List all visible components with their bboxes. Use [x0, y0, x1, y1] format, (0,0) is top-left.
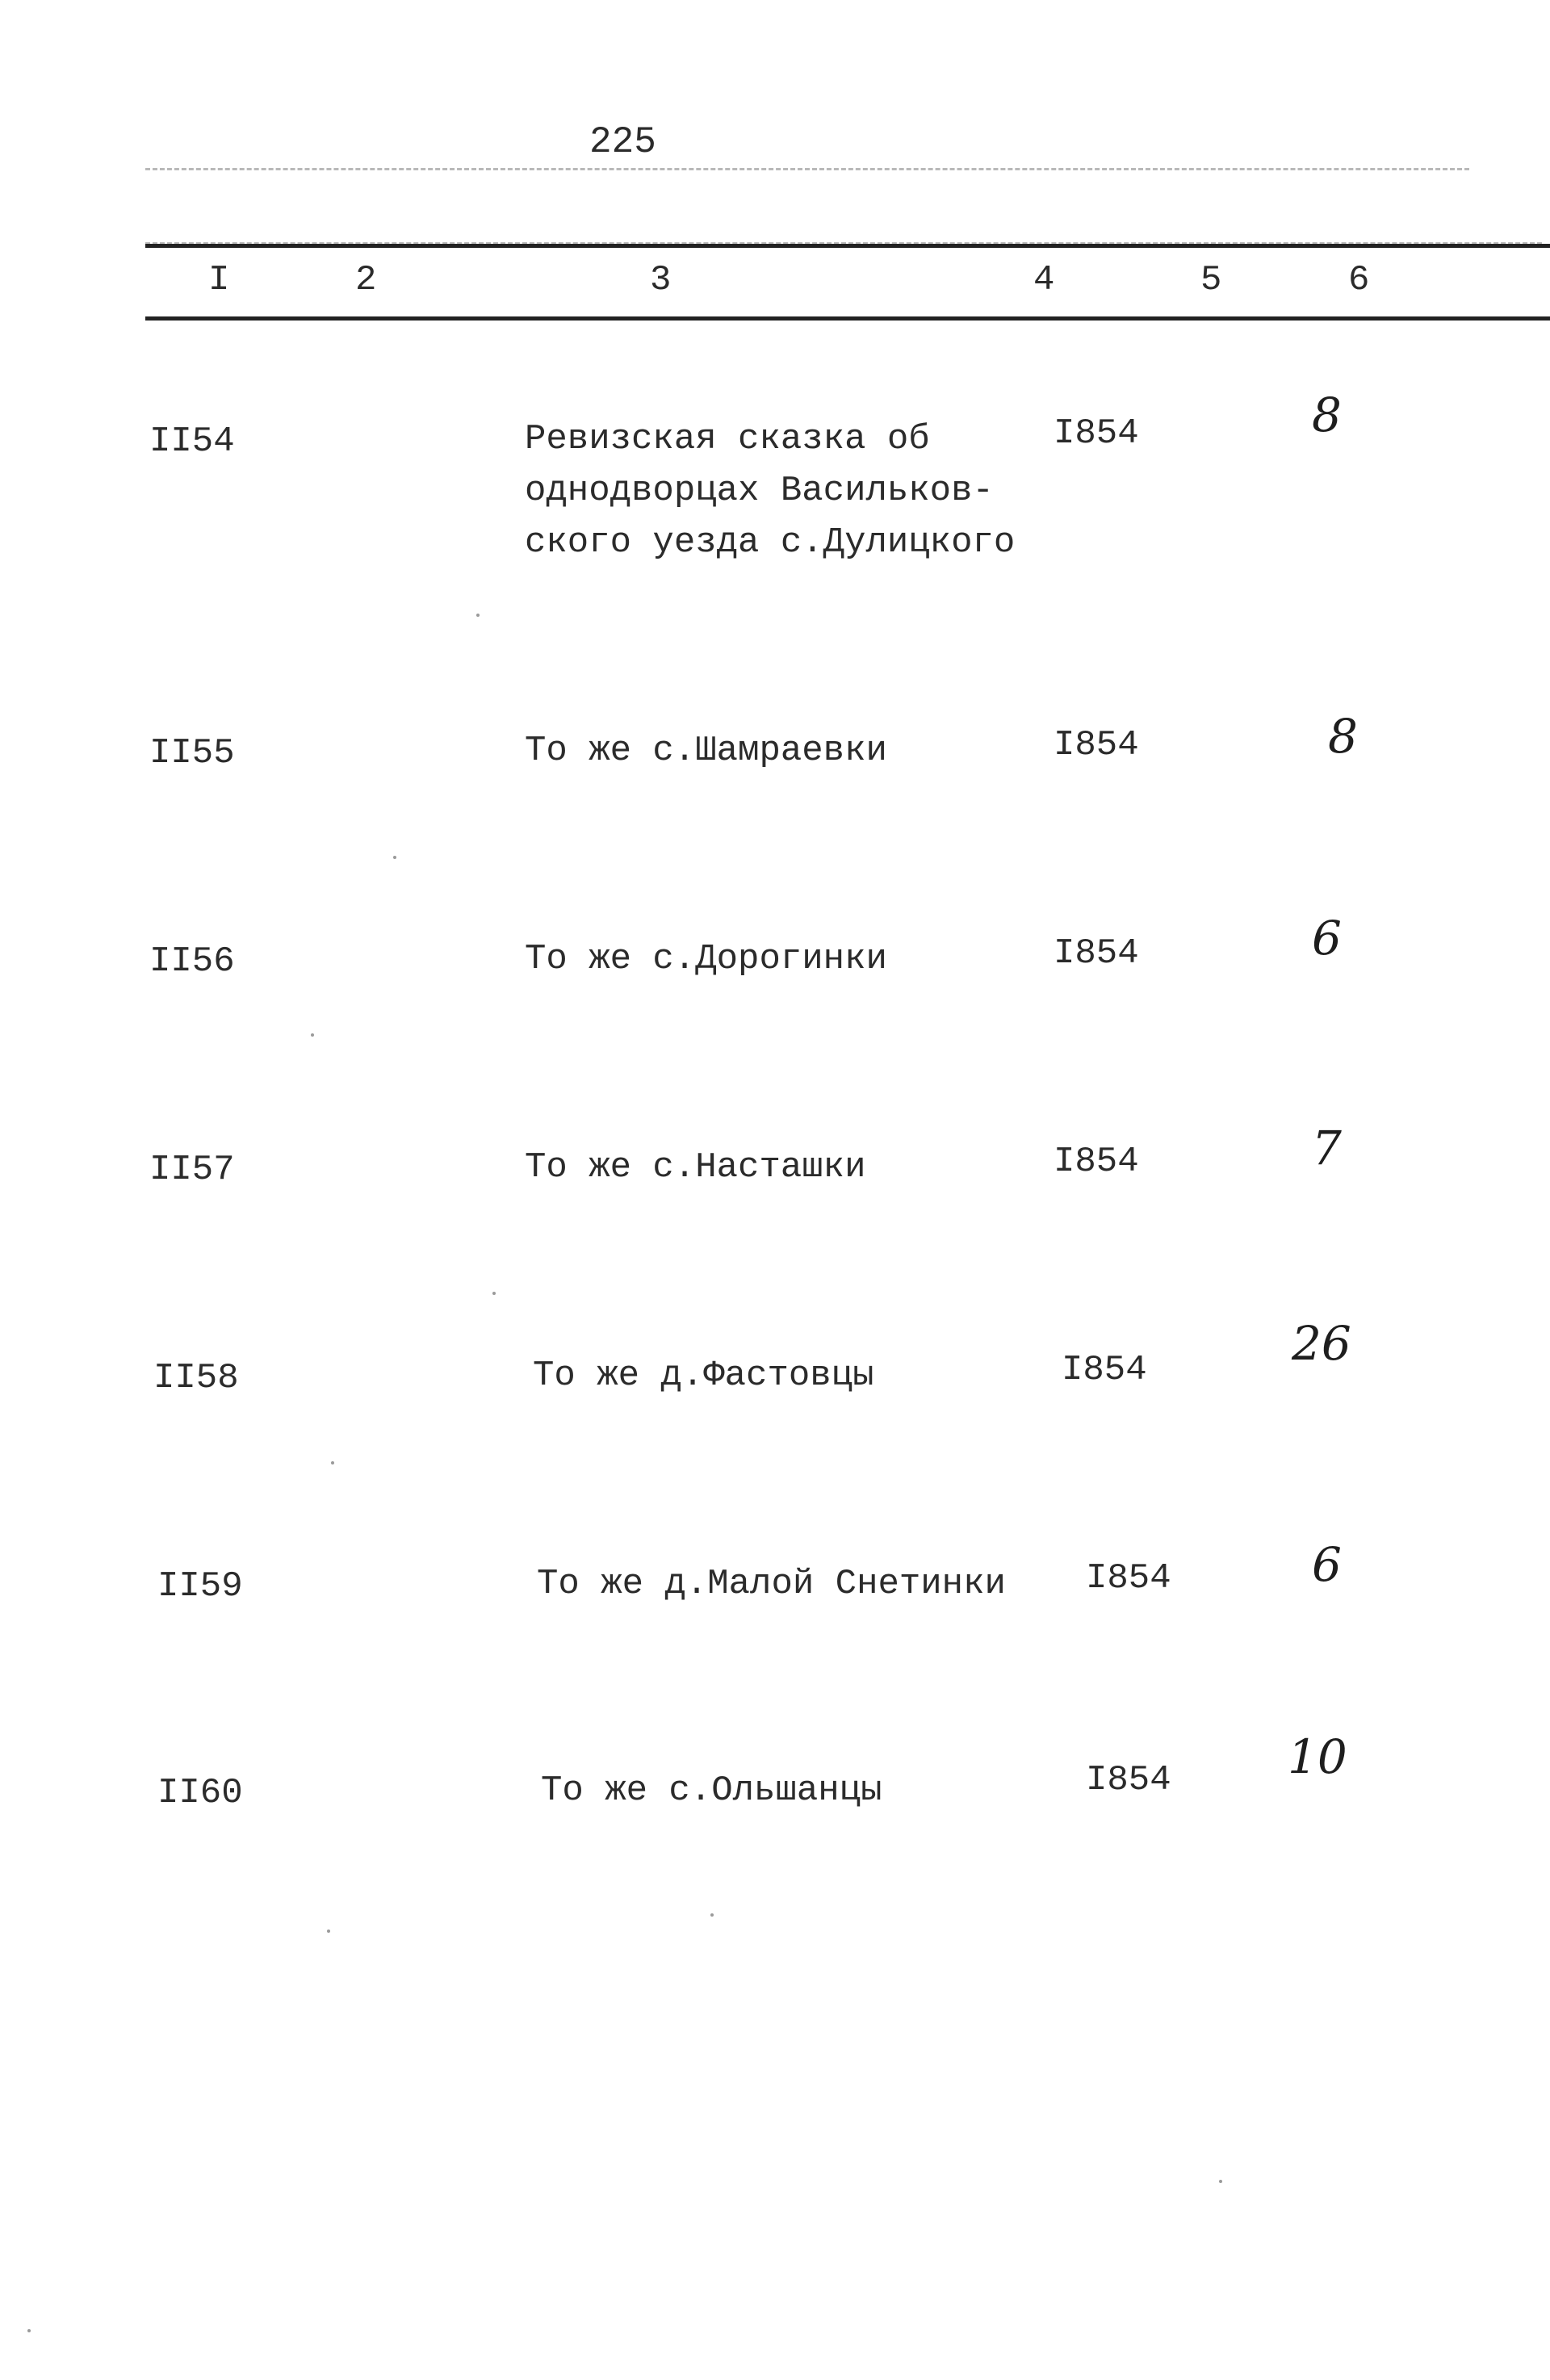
record-number: II59	[157, 1566, 243, 1607]
header-bottom-rule	[145, 316, 1550, 321]
column-header-1: I	[208, 260, 230, 300]
scan-speck	[1219, 2180, 1222, 2183]
scan-speck	[492, 1292, 496, 1295]
record-number: II56	[149, 941, 235, 982]
column-header-2: 2	[355, 260, 377, 300]
scan-speck	[27, 2329, 31, 2332]
handwritten-sheet-count: 7	[1312, 1121, 1342, 1175]
record-year: I854	[1086, 1558, 1171, 1599]
handwritten-sheet-count: 8	[1328, 709, 1358, 764]
record-year: I854	[1086, 1760, 1171, 1800]
record-title	[525, 1142, 865, 1193]
scan-speck	[311, 1033, 314, 1037]
record-title-line: ского уезда с.Дулицкого	[525, 522, 1016, 563]
record-title-line: То же с.Дорогинки	[525, 939, 887, 979]
column-header-6: 6	[1348, 260, 1370, 300]
record-year: I854	[1062, 1350, 1147, 1390]
handwritten-sheet-count: 10	[1288, 1729, 1347, 1784]
header-top-rule	[145, 244, 1550, 248]
column-header-4: 4	[1033, 260, 1055, 300]
record-title-line: То же с.Ольшанцы	[541, 1770, 882, 1811]
record-title	[525, 413, 1015, 568]
record-title-line: То же с.Насташки	[525, 1147, 866, 1188]
record-title-line: То же с.Шамраевки	[525, 731, 887, 771]
scan-speck	[710, 1913, 714, 1917]
record-number: II55	[149, 733, 235, 773]
scan-speck	[331, 1461, 334, 1464]
record-title	[533, 1350, 873, 1402]
record-number: II54	[149, 421, 235, 462]
record-title-line: однодворцах Васильков-	[525, 471, 994, 511]
scan-speck	[476, 614, 480, 617]
handwritten-sheet-count: 6	[1312, 1537, 1342, 1592]
handwritten-sheet-count: 26	[1292, 1316, 1351, 1371]
handwritten-sheet-count: 6	[1312, 911, 1342, 966]
column-header-3: 3	[650, 260, 672, 300]
handwritten-sheet-count: 8	[1312, 388, 1342, 442]
scan-speck	[393, 856, 396, 859]
record-year: I854	[1054, 1142, 1139, 1182]
record-title	[525, 725, 887, 777]
top-dashed-rule	[145, 168, 1469, 170]
page-number: 225	[589, 121, 656, 163]
record-title	[525, 933, 887, 985]
record-title-line: Ревизская сказка об	[525, 419, 930, 459]
record-number: II58	[153, 1358, 239, 1398]
record-title-line: То же д.Фастовцы	[533, 1356, 874, 1396]
record-year: I854	[1054, 725, 1139, 765]
record-number: II60	[157, 1773, 243, 1813]
scan-speck	[327, 1930, 330, 1933]
record-title	[537, 1558, 1006, 1610]
record-year: I854	[1054, 413, 1139, 454]
record-title	[541, 1765, 882, 1816]
column-header-5: 5	[1200, 260, 1222, 300]
record-year: I854	[1054, 933, 1139, 974]
record-number: II57	[149, 1150, 235, 1190]
record-title-line: То же д.Малой Снетинки	[537, 1564, 1006, 1604]
